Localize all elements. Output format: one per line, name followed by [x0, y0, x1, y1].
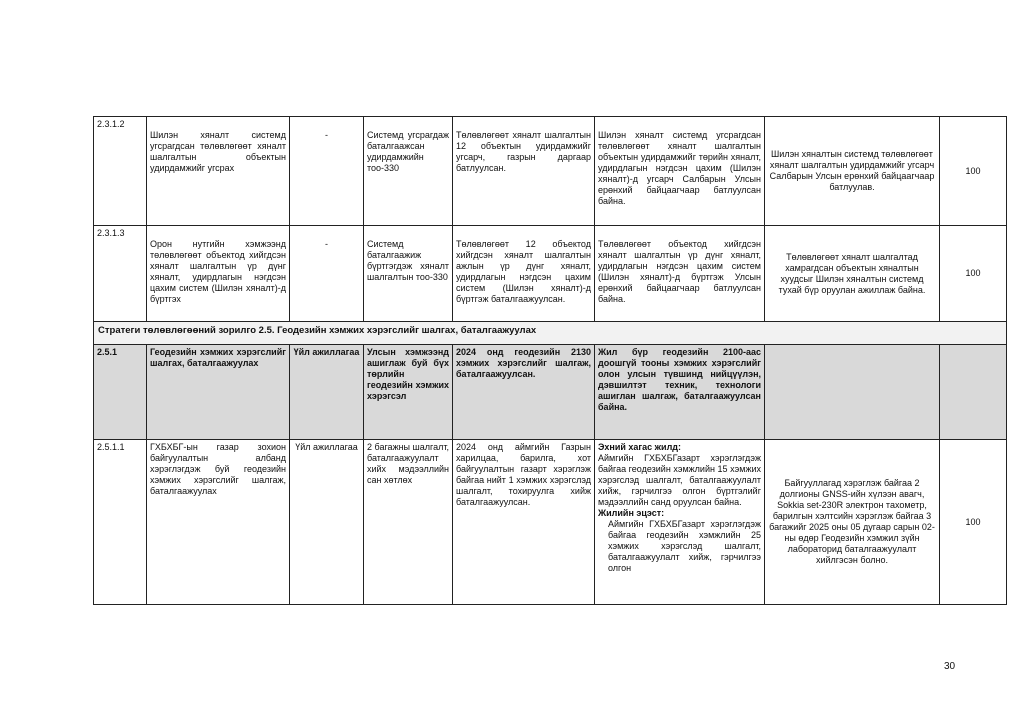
first-half-text: Аймгийн ГХБХБГазарт хэрэглэгдэж байгаа геодезийн хэмжлийн 15 хэмжих хэрэгслэд шалгалт, баталгаажуулалт хийж, гэрчилгээ олгон бүртгэлийг мэдээллийн санд оруулсан байна. — [598, 453, 761, 507]
score-cell — [940, 440, 1007, 605]
goal-indicator-text: Улсын хэмжээнд ашиглаж буй бүх төрлийн геодезийн хэмжих хэрэгсэл — [367, 347, 449, 401]
goal-type — [290, 345, 364, 440]
result-cell — [765, 440, 940, 605]
indicator-text: Системд баталгаажиж бүртгэгдэж хяналт шалгалтын тоо-330 — [367, 239, 449, 282]
target-cell — [595, 226, 765, 322]
goal-indicator — [364, 345, 453, 440]
baseline-cell — [453, 117, 595, 226]
baseline-cell — [453, 226, 595, 322]
goal-baseline — [453, 345, 595, 440]
target-cell — [595, 440, 765, 605]
baseline-text: 2024 онд аймгийн Газрын харилцаа, барилга, хот байгуулалтын газарт хэрэглэж байгаа нийт 1 хэмжих хэрэгслэд шалгалт, тохируулга хийж баталгаажуулсан. — [456, 442, 591, 507]
strategy-heading: Стратеги төлөвлөгөөний зорилго 2.5. Геодезийн хэмжих хэрэгслийг шалгах, баталгаажуулах — [94, 322, 1007, 345]
goal-activity — [147, 345, 290, 440]
goal-code — [94, 345, 147, 440]
result-cell — [765, 117, 940, 226]
strategy-heading-row — [94, 322, 1007, 345]
score-cell — [940, 117, 1007, 226]
row-code — [94, 226, 147, 322]
baseline-text: Төлөвлөгөөт 12 объектод хийгдсэн хяналт шалгалтын ажлын үр дүнг хяналт, удирдлагын нэгдсэн цахим систем (Шилэн хяналт)-д бүртгэж баталгаажуулсан. — [456, 239, 591, 304]
score-text: 100 — [965, 165, 981, 176]
indicator-cell — [364, 226, 453, 322]
type-text: - — [325, 130, 328, 140]
type-text: Үйл ажиллагаа — [295, 442, 358, 452]
indicator-text: 2 багажны шалгалт, баталгаажуулалт хийх мэдээллийн сан хөтлөх — [367, 442, 449, 485]
indicator-cell — [364, 440, 453, 605]
result-cell — [765, 226, 940, 322]
activity-cell — [147, 117, 290, 226]
goal-baseline-text: 2024 онд геодезийн 2130 хэмжих хэрэгслийг шалгаж, баталгаажуулсан. — [456, 347, 591, 379]
type-cell — [290, 440, 364, 605]
table-row — [94, 226, 1007, 322]
baseline-cell — [453, 440, 595, 605]
result-text: Байгууллагад хэрэглэж байгаа 2 долгионы GNSS-ийн хүлээн авагч, Sokkia set-230R электрон тахометр, барилгын хэлтсийн хэрэглэж байгаа 3 багажийг 2025 оны 05 дугаар сарын 02-ны өдөр Геодезийн хэмжил зүйн лабораторид баталгаажуулалт хийлгэсэн болно. — [769, 478, 935, 565]
score-text: 100 — [965, 516, 981, 527]
score-text: 100 — [965, 268, 981, 278]
baseline-text: Төлөвлөгөөт хяналт шалгалтын 12 объектын удирдамжийг угсарч, газрын даргаар батлуулсан. — [456, 130, 591, 173]
indicator-text: Системд угсрагдаж баталгаажсан удирдамжийн тоо-330 — [367, 130, 449, 173]
score-cell — [940, 226, 1007, 322]
activity-text: Шилэн хяналт системд угсрагдсан төлөвлөгөөт хяналт шалгалтын объектын удирдамжийг угсрах — [150, 130, 286, 173]
table-row — [94, 440, 1007, 605]
goal-row — [94, 345, 1007, 440]
goal-score — [940, 345, 1007, 440]
row-code-text: 2.5.1.1 — [97, 442, 125, 452]
activity-text: Орон нутгийн хэмжээнд төлөвлөгөөт объектод хийгдсэн хяналт шалгалтын үр дүнг хяналт, удирдлагын нэгдсэн цахим систем (Шилэн хяналт)-д бүртгэх — [150, 239, 286, 304]
type-text: - — [325, 239, 328, 249]
type-cell — [290, 117, 364, 226]
goal-target-text: Жил бүр геодезийн 2100-аас доошгүй тооны хэмжих хэрэгслийг олон улсын түвшинд нийцүүлэн, дэвшилтэт техник, технологи ашиглан шалгаж, баталгаажуулсан байна. — [598, 347, 761, 412]
goal-code-text: 2.5.1 — [97, 347, 118, 357]
activity-text: ГХБХБГ-ын газар зохион байгуулалтын албанд хэрэглэгдэж буй геодезийн хэмжих хэрэгслийг шалгаж, баталгаажуулах — [150, 442, 286, 496]
target-cell — [595, 117, 765, 226]
activity-cell — [147, 440, 290, 605]
target-text: Шилэн хяналт системд угсрагдсан төлөвлөгөөт хяналт шалгалтын объектын удирдамжийг төрийн хяналт, удирдлагын нэгдсэн цахим (Шилэн хяналт)-д угсарч Салбарын Улсын ерөнхий байцаагчаар батлуулсан байна. — [598, 130, 761, 206]
target-text: Төлөвлөгөөт объектод хийгдсэн хяналт шалгалтын үр дүнг хяналт, удирдлагын нэгдсэн цахим систем (Шилэн хяналт)-д бүртгэж Улсын ерөнхий байцаагчаар батлуулсан байна. — [598, 239, 761, 304]
year-end-heading: Жилийн эцэст: — [598, 508, 665, 518]
table-row — [94, 117, 1007, 226]
goal-activity-text: Геодезийн хэмжих хэрэгслийг шалгах, баталгаажуулах — [150, 347, 286, 368]
type-cell — [290, 226, 364, 322]
report-table — [93, 116, 1007, 605]
goal-type-text: Үйл ажиллагаа — [293, 347, 360, 357]
goal-result — [765, 345, 940, 440]
row-code-text: 2.3.1.2 — [97, 119, 125, 129]
row-code-text: 2.3.1.3 — [97, 228, 125, 238]
year-end-text: Аймгийн ГХБХБГазарт хэрэглэгдэж байгаа геодезийн хэмжлийн 25 хэмжих хэрэгслэд шалгалт, баталгаажуулалт хийж, гэрчилгээ олгон — [608, 519, 761, 573]
activity-cell — [147, 226, 290, 322]
row-code — [94, 117, 147, 226]
goal-target — [595, 345, 765, 440]
row-code — [94, 440, 147, 605]
indicator-cell — [364, 117, 453, 226]
result-text: Төлөвлөгөөт хяналт шалгалтад хамрагдсан объектын хяналтын хуудсыг Шилэн хяналтын системд тухай бүр оруулан ажиллаж байна. — [778, 251, 926, 295]
first-half-heading: Эхний хагас жилд: — [598, 442, 682, 452]
result-text: Шилэн хяналтын системд төлөвлөгөөт хяналт шалгалтын удирдамжийг угсарч Салбарын Улсын ерөнхий байцаагчаар батлуулав. — [769, 149, 935, 192]
page-number: 30 — [944, 661, 956, 672]
